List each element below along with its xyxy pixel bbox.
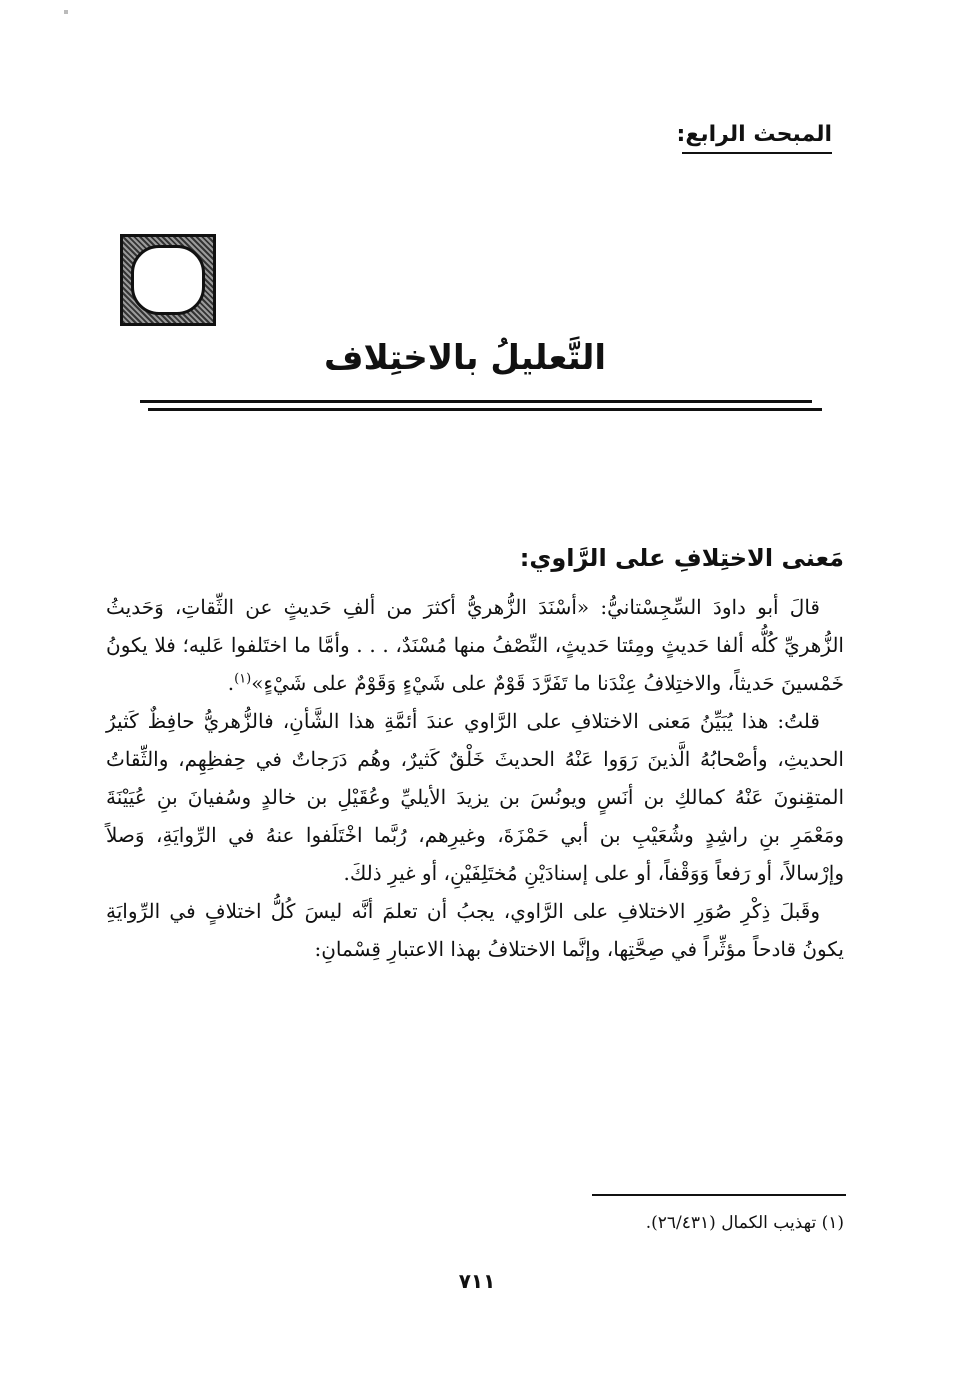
paragraph-1 bbox=[106, 588, 844, 702]
chapter-title: التَّعليلُ بالاختِلاف bbox=[324, 338, 606, 378]
page-number: ٧١١ bbox=[458, 1269, 496, 1293]
section-label-underline bbox=[682, 152, 832, 154]
subsection-heading: مَعنى الاختِلافِ على الرَّاوي: bbox=[519, 544, 844, 572]
paragraph-3: وقَبلَ ذِكْرِ صُوَرِ الاختلافِ على الرَّاوي، يجبُ أن تعلمَ أنَّه ليسَ كُلُّ اختلافٍ في الرِّوايَةِ يكونُ قادحاً مؤثِّراً في صِحَّتِها، وإنَّما الاختلافُ بهذا الاعتبارِ قِسْمانِ: bbox=[106, 899, 844, 961]
title-rule-lower bbox=[148, 408, 822, 411]
section-label: المبحث الرابع: bbox=[676, 122, 832, 147]
paragraph-2: قلتُ: هذا يُبَيِّنُ مَعنى الاختلافِ على الرَّاوي عندَ أئمَّةِ هذا الشَّأنِ، فالزُّهريُّ حافِظٌ كَثيرُ الحديثِ، وأصْحابُهُ الَّذينَ رَوَوا عَنْهُ الحديثَ خَلْقٌ كَثيرٌ، وهُم دَرَجاتٌ في حِفظِهِم، والثِّقاتُ المتقِنونَ عَنْهُ كمالكِ بن أنَسٍ ويونُسَ بن يزيدَ الأيليِّ وعُقَيْلِ بن خالدٍ وسُفيانَ بنِ عُيَيْنَةَ ومَعْمَرِ بنِ راشِدٍ وشُعَيْبِ بن أبي حَمْزَةَ، وغيرِهم، رُبَّما اخْتَلَفوا عنهُ في الرِّوايَةِ، وَصلاً وإرْسالاً، أو رَفعاً وَوَقْفاً، أو على إسنادَيْنِ مُختَلِفَيْنِ، أو غيرِ ذلكَ. bbox=[106, 709, 844, 885]
paragraph-1-text: قالَ أبو داودَ السِّجِسْتانيُّ: «أسْنَدَ الزُّهريُّ أكثرَ من ألفِ حَديثٍ عن الثِّقاتِ، وَحَديثُ الزُّهريِّ كُلُّه ألفا حَديثٍ ومِئتا حَديثٍ، النِّصْفُ منها مُسْنَدٌ، . . . وأمَّا ما اختَلفوا عَليه؛ فلا يكونُ خَمْسينَ حَديثاً، والاختِلافُ عِنْدَنا ما تَفَرَّدَ قَوْمٌ على شَيْءٍ وَقَوْمٌ على شَيْءٍ» bbox=[106, 595, 844, 695]
scan-speck bbox=[64, 10, 68, 14]
paragraph-1-end: . bbox=[227, 671, 235, 695]
body-text bbox=[106, 588, 844, 968]
title-rule-upper bbox=[140, 400, 812, 403]
footnote-separator bbox=[592, 1194, 846, 1196]
footnote-reference: (١) bbox=[234, 671, 252, 687]
ornament-inner-frame bbox=[131, 245, 205, 315]
footnote: (١) تهذيب الكمال (٢٦/٤٣١). bbox=[645, 1213, 844, 1233]
chapter-ornament-icon bbox=[120, 234, 216, 326]
